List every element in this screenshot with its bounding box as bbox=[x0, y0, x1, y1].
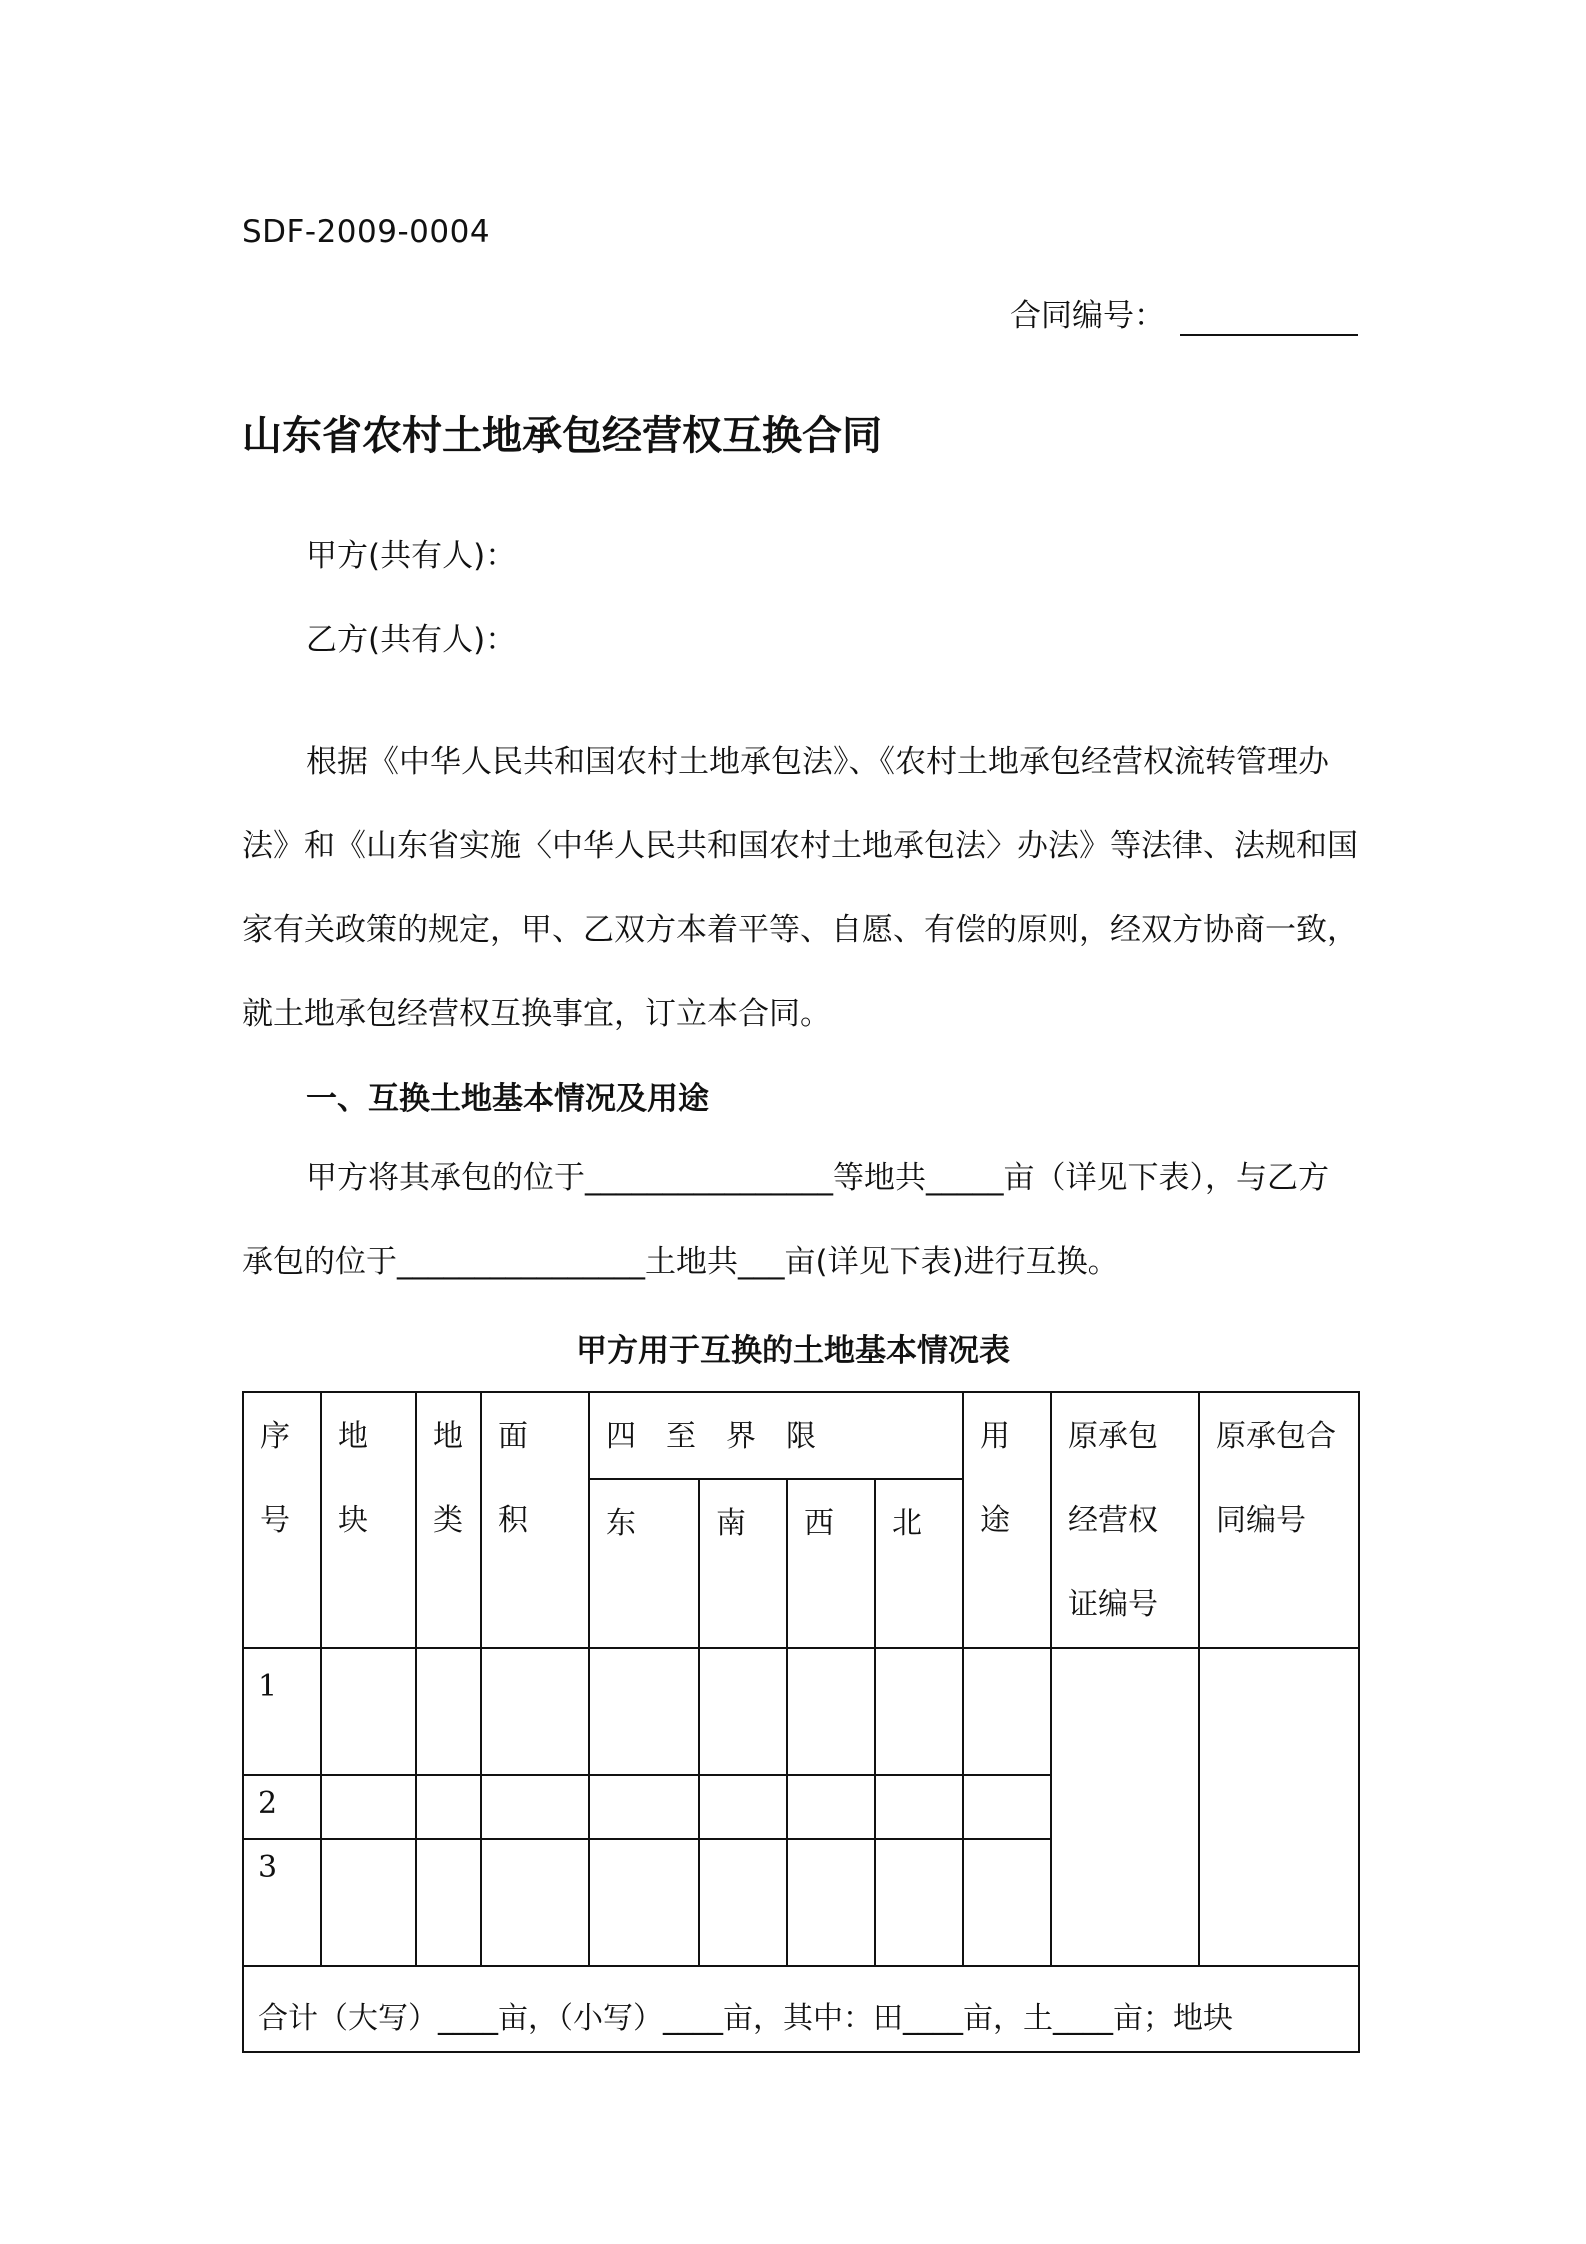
party-a-label: 甲方(共有人)： bbox=[306, 538, 517, 574]
cell-west bbox=[787, 1839, 875, 1966]
cell-north bbox=[875, 1648, 963, 1775]
header-contract-no: 原承包合同编号 bbox=[1199, 1392, 1359, 1648]
cell-type bbox=[416, 1839, 481, 1966]
header-plot: 地块 bbox=[321, 1392, 416, 1648]
cell-south bbox=[699, 1648, 787, 1775]
table-total-row: 合计（大写）____亩，（小写）____亩，其中：田____亩，土____亩；地块 bbox=[243, 1966, 1359, 2052]
cell-area bbox=[481, 1839, 589, 1966]
cell-cert-no bbox=[1051, 1648, 1199, 1966]
header-area: 面积 bbox=[481, 1392, 589, 1648]
cell-south bbox=[699, 1775, 787, 1839]
cell-plot bbox=[321, 1839, 416, 1966]
header-type: 地类 bbox=[416, 1392, 481, 1648]
section-1-text: 甲方将其承包的位于________________等地共_____亩（详见下表），与乙方承包的位于________________土地共___亩(详见下表)进行互换。 bbox=[242, 1160, 1329, 1280]
cell-use bbox=[963, 1839, 1051, 1966]
cell-plot bbox=[321, 1648, 416, 1775]
header-boundary: 四至界限 bbox=[589, 1392, 963, 1479]
cell-east bbox=[589, 1839, 699, 1966]
land-info-table bbox=[242, 1391, 1360, 2053]
cell-area bbox=[481, 1648, 589, 1775]
header-west: 西 bbox=[787, 1479, 875, 1648]
table-title: 甲方用于互换的土地基本情况表 bbox=[576, 1333, 1010, 1369]
header-north: 北 bbox=[875, 1479, 963, 1648]
header-use: 用途 bbox=[963, 1392, 1051, 1648]
cell-west bbox=[787, 1775, 875, 1839]
header-south: 南 bbox=[699, 1479, 787, 1648]
header-seq: 序号 bbox=[243, 1392, 321, 1648]
intro-paragraph bbox=[242, 720, 1358, 1056]
document-code: SDF-2009-0004 bbox=[242, 214, 491, 250]
row-seq: 2 bbox=[243, 1775, 321, 1839]
cell-north bbox=[875, 1775, 963, 1839]
cell-use bbox=[963, 1648, 1051, 1775]
cell-use bbox=[963, 1775, 1051, 1839]
cell-plot bbox=[321, 1775, 416, 1839]
section-1-paragraph bbox=[242, 1136, 1358, 1304]
cell-contract-no bbox=[1199, 1648, 1359, 1966]
cell-type bbox=[416, 1775, 481, 1839]
cell-south bbox=[699, 1839, 787, 1966]
contract-number-blank bbox=[1180, 334, 1358, 336]
cell-north bbox=[875, 1839, 963, 1966]
contract-number-label: 合同编号： bbox=[1010, 298, 1165, 334]
cell-east bbox=[589, 1775, 699, 1839]
header-cert-no: 原承包经营权证编号 bbox=[1051, 1392, 1199, 1648]
party-b-label: 乙方(共有人)： bbox=[306, 622, 517, 658]
cell-type bbox=[416, 1648, 481, 1775]
cell-area bbox=[481, 1775, 589, 1839]
header-east: 东 bbox=[589, 1479, 699, 1648]
table-row bbox=[243, 1648, 1359, 1775]
section-1-heading: 一、互换土地基本情况及用途 bbox=[306, 1081, 709, 1117]
cell-west bbox=[787, 1648, 875, 1775]
row-seq: 3 bbox=[243, 1839, 321, 1966]
document-title: 山东省农村土地承包经营权互换合同 bbox=[242, 413, 882, 459]
cell-east bbox=[589, 1648, 699, 1775]
row-seq: 1 bbox=[243, 1648, 321, 1775]
intro-text: 根据《中华人民共和国农村土地承包法》、《农村土地承包经营权流转管理办法》和《山东省实施〈中华人民共和国农村土地承包法〉办法》等法律、法规和国家有关政策的规定，甲、乙双方本着平等、自愿、有偿的原则，经双方协商一致，就土地承包经营权互换事宜，订立本合同。 bbox=[242, 744, 1358, 1032]
